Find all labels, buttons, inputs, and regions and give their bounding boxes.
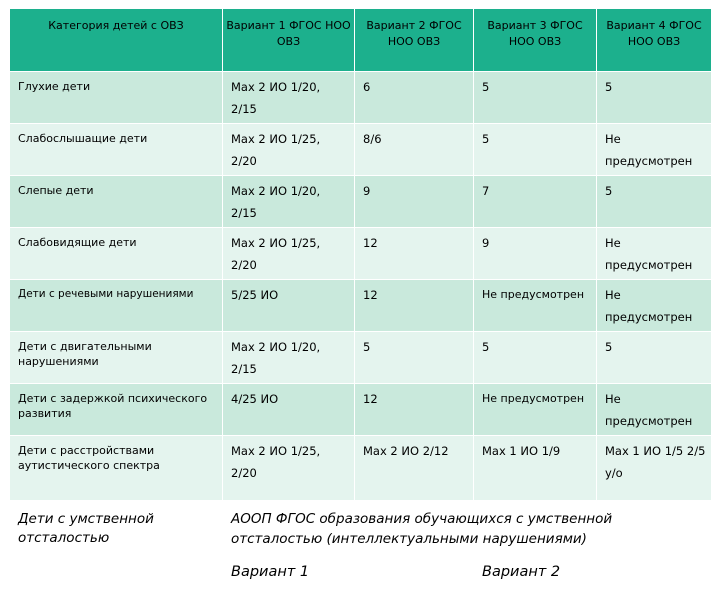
- header-variant-2: Вариант 2 ФГОС НОО ОВЗ: [355, 9, 474, 72]
- cell-variant-4: Max 1 ИО 1/5 2/5 у/о: [597, 436, 712, 501]
- cell-variant-1: Max 2 ИО 1/20, 2/15: [223, 332, 355, 384]
- row-category: Дети с расстройствами аутистического спектра: [10, 436, 223, 501]
- header-category: Категория детей с ОВЗ: [10, 9, 223, 72]
- row-category: Дети с двигательными нарушениями: [10, 332, 223, 384]
- row-category: Дети с задержкой психического развития: [10, 384, 223, 436]
- aoop-variant-2: Вариант 2: [474, 553, 712, 593]
- table-row: [10, 72, 712, 124]
- cell-variant-2: 9: [355, 176, 474, 228]
- cell-variant-3: 5: [474, 332, 597, 384]
- cell-variant-1: Max 2 ИО 1/25, 2/20: [223, 124, 355, 176]
- header-variant-4: Вариант 4 ФГОС НОО ОВЗ: [597, 9, 712, 72]
- cell-variant-4: 5: [597, 72, 712, 124]
- cell-variant-2: 12: [355, 280, 474, 332]
- cell-variant-4: 5: [597, 176, 712, 228]
- cell-variant-1: Max 2 ИО 1/25, 2/20: [223, 436, 355, 501]
- cell-variant-1: 5/25 ИО: [223, 280, 355, 332]
- row-category: Слабослышащие дети: [10, 124, 223, 176]
- cell-variant-3: 5: [474, 72, 597, 124]
- cell-variant-2: 12: [355, 384, 474, 436]
- cell-variant-4: Не предусмотрен: [597, 228, 712, 280]
- cell-variant-1: Max 2 ИО 1/25, 2/20: [223, 228, 355, 280]
- table-header-row: [10, 9, 712, 72]
- cell-variant-1: 4/25 ИО: [223, 384, 355, 436]
- ovz-variants-table: [9, 8, 712, 593]
- cell-variant-3: 7: [474, 176, 597, 228]
- aoop-description: АООП ФГОС образования обучающихся с умственной отсталостью (интеллектуальными нарушениями): [223, 501, 712, 553]
- cell-variant-4: 5: [597, 332, 712, 384]
- cell-variant-4: Не предусмотрен: [597, 124, 712, 176]
- cell-variant-2: 6: [355, 72, 474, 124]
- header-variant-1: Вариант 1 ФГОС НОО ОВЗ: [223, 9, 355, 72]
- cell-variant-3: Не предусмотрен: [474, 384, 597, 436]
- row-category: Глухие дети: [10, 72, 223, 124]
- aoop-variants-row: [10, 553, 712, 593]
- cell-variant-2: Max 2 ИО 2/12: [355, 436, 474, 501]
- aoop-variant-1: Вариант 1: [223, 553, 474, 593]
- cell-variant-3: 9: [474, 228, 597, 280]
- aoop-empty-cell: [10, 553, 223, 593]
- row-category: Слабовидящие дети: [10, 228, 223, 280]
- table-row: [10, 436, 712, 501]
- cell-variant-3: Max 1 ИО 1/9: [474, 436, 597, 501]
- aoop-row: [10, 501, 712, 553]
- cell-variant-3: 5: [474, 124, 597, 176]
- table-row: [10, 280, 712, 332]
- cell-variant-4: Не предусмотрен: [597, 280, 712, 332]
- aoop-category: Дети с умственной отсталостью: [10, 501, 223, 553]
- cell-variant-2: 12: [355, 228, 474, 280]
- header-variant-3: Вариант 3 ФГОС НОО ОВЗ: [474, 9, 597, 72]
- cell-variant-1: Max 2 ИО 1/20, 2/15: [223, 72, 355, 124]
- cell-variant-2: 8/6: [355, 124, 474, 176]
- row-category: Слепые дети: [10, 176, 223, 228]
- table-row: [10, 124, 712, 176]
- table-row: [10, 176, 712, 228]
- cell-variant-4: Не предусмотрен: [597, 384, 712, 436]
- table-row: [10, 384, 712, 436]
- cell-variant-2: 5: [355, 332, 474, 384]
- row-category: Дети с речевыми нарушениями: [10, 280, 223, 332]
- cell-variant-1: Max 2 ИО 1/20, 2/15: [223, 176, 355, 228]
- table-row: [10, 228, 712, 280]
- table-row: [10, 332, 712, 384]
- cell-variant-3: Не предусмотрен: [474, 280, 597, 332]
